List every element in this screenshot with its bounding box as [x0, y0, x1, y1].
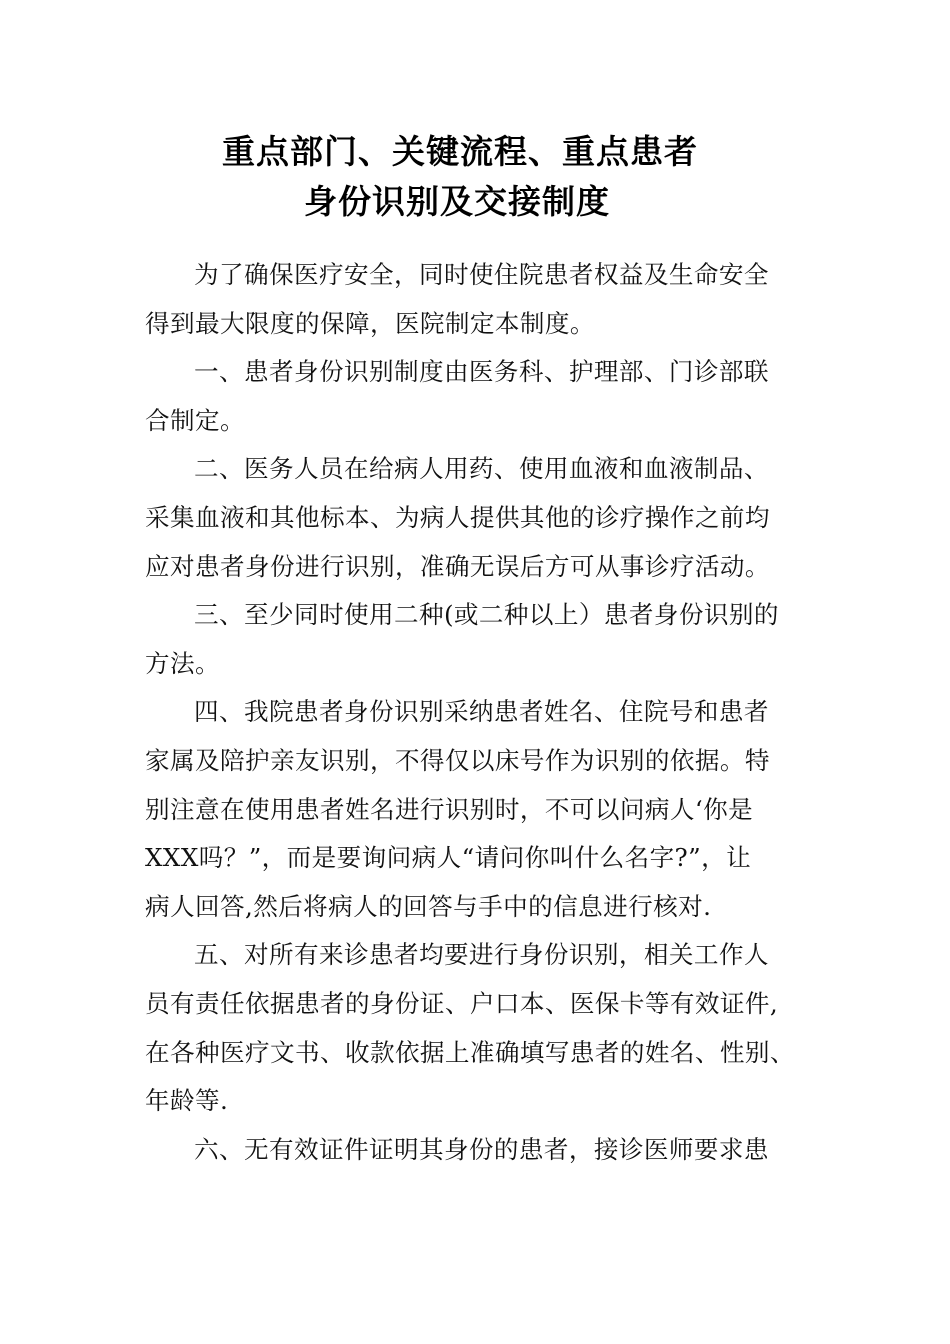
- paragraph-line: 病人回答,然后将病人的回答与手中的信息进行核对.: [145, 891, 712, 921]
- paragraph-line: 五、对所有来诊患者均要进行身份识别，相关工作人: [194, 940, 769, 970]
- paragraph-item-1: [145, 348, 805, 445]
- paragraph-line: 得到最大限度的保障，医院制定本制度。: [145, 308, 595, 338]
- paragraph-line: 一、患者身份识别制度由医务科、护理部、门诊部联: [194, 357, 769, 387]
- paragraph-line: 家属及陪护亲友识别，不得仅以床号作为识别的依据。特: [145, 745, 770, 775]
- document-title-line-2: 身份识别及交接制度: [304, 182, 610, 221]
- paragraph-item-2: [145, 445, 805, 591]
- paragraph-line: 四、我院患者身份识别采纳患者姓名、住院号和患者: [194, 697, 769, 727]
- paragraph-line: 合制定。: [145, 405, 245, 435]
- document-title-line-1: 重点部门、关键流程、重点患者: [222, 132, 698, 171]
- paragraph-item-3: [145, 591, 805, 688]
- paragraph-line: 二、医务人员在给病人用药、使用血液和血液制品、: [194, 454, 769, 484]
- paragraph-line: 采集血液和其他标本、为病人提供其他的诊疗操作之前均: [145, 502, 770, 532]
- paragraph-line: 为了确保医疗安全，同时使住院患者权益及生命安全: [194, 260, 769, 289]
- paragraph-line: 年龄等.: [145, 1086, 229, 1116]
- paragraph-line: 六、无有效证件证明其身份的患者，接诊医师要求患: [194, 1134, 769, 1164]
- paragraph-item-4: [145, 688, 805, 931]
- paragraph-line: 应对患者身份进行识别，准确无误后方可从事诊疗活动。: [145, 551, 770, 581]
- paragraph-line: 方法。: [145, 648, 220, 678]
- paragraph-item-5: [145, 931, 805, 1125]
- paragraph-line: 在各种医疗文书、收款依据上准确填写患者的姓名、性别、: [145, 1037, 795, 1067]
- paragraph-line: 别注意在使用患者姓名进行识别时，不可以问病人‘你是: [145, 794, 754, 824]
- paragraph-line: XXX吗？”，而是要询问病人“请问你叫什么名字?”，让: [145, 843, 752, 873]
- paragraph-item-6: [145, 1126, 805, 1175]
- paragraph-line: 员有责任依据患者的身份证、户口本、医保卡等有效证件,: [145, 988, 779, 1018]
- paragraph-intro: [145, 251, 805, 348]
- document-body: [145, 251, 805, 1174]
- paragraph-line: 三、至少同时使用二种(或二种以上）患者身份识别的: [194, 600, 779, 630]
